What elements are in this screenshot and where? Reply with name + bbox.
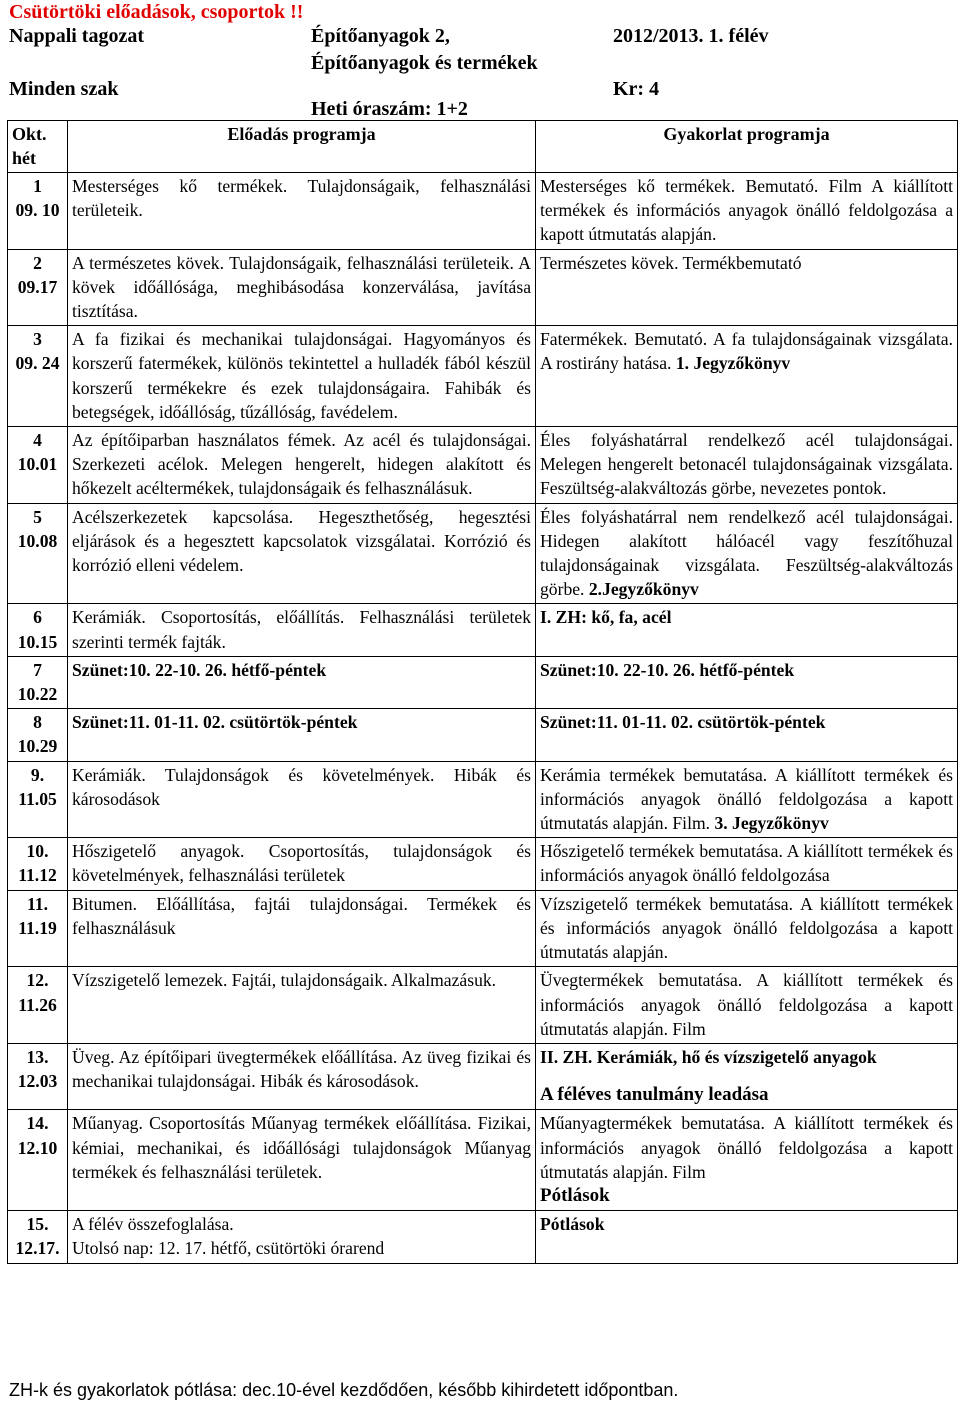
practice-bold-text: Szünet:11. 01-11. 02. csütörtök-péntek (540, 712, 826, 733)
week-number: 11. (26, 893, 49, 914)
credits: Kr: 4 (613, 78, 660, 100)
lecture-header: Előadás programja (68, 121, 536, 173)
practice-cell (536, 1043, 958, 1109)
table-row (8, 1211, 958, 1263)
table-row (8, 761, 958, 838)
lecture-text: A félév összefoglalása. (72, 1214, 234, 1235)
week-number: 14. (26, 1113, 49, 1134)
week-date: 10.08 (17, 530, 58, 551)
weekly-hours: Heti óraszám: 1+2 (311, 98, 468, 120)
week-date: 12.03 (17, 1071, 58, 1092)
week-date: 11.19 (18, 917, 57, 938)
table-row (8, 604, 958, 656)
table-row (8, 1043, 958, 1109)
lecture-text: Az építőiparban használatos fémek. Az acél és tulajdonságai. Szerkezeti acélok. Melegen hengerelt, hidegen alakított és hőkezelt acéltermékek, tulajdonságaik és felhasználásuk. (72, 430, 531, 499)
lecture-cell (68, 427, 536, 504)
lecture-text: Üveg. Az építőipari üvegtermékek előállítása. Az üveg fizikai és mechanikai tulajdonságai. Hibák és károsodások. (72, 1046, 531, 1092)
lecture-cell (68, 1110, 536, 1211)
week-date: 10.15 (17, 631, 58, 652)
practice-cell (536, 838, 958, 890)
practice-text: Éles folyáshatárral nem rendelkező acél tulajdonságai. Hidegen alakított hálóacél vagy feszítőhuzal tulajdonságainak vizsgálata. Feszültség-alakváltozás görbe. (540, 506, 953, 600)
week-number: 1 (33, 176, 42, 196)
week-cell (8, 1211, 68, 1263)
week-cell (8, 890, 68, 967)
week-date: 11.12 (18, 865, 57, 886)
semester: 2012/2013. 1. félév (613, 25, 769, 47)
lecture-extra-text: Utolsó nap: 12. 17. hétfő, csütörtöki órarend (72, 1238, 385, 1259)
table-row (8, 249, 958, 326)
practice-bold-text: II. ZH. Kerámiák, hő és vízszigetelő anyagok (540, 1046, 877, 1067)
week-cell (8, 604, 68, 656)
table-row (8, 838, 958, 890)
major: Minden szak (9, 78, 119, 100)
week-cell (8, 838, 68, 890)
lecture-cell (68, 173, 536, 250)
practice-bold-text: Szünet:10. 22-10. 26. hétfő-péntek (540, 659, 795, 680)
page-title: Csütörtöki előadások, csoportok !! (9, 1, 304, 23)
practice-cell (536, 427, 958, 504)
lecture-cell (68, 1043, 536, 1109)
practice-cell (536, 656, 958, 708)
table-row (8, 656, 958, 708)
study-mode: Nappali tagozat (9, 25, 144, 47)
week-date: 09.17 (17, 276, 58, 297)
week-date: 10.01 (17, 454, 58, 475)
week-number: 13. (26, 1046, 49, 1067)
week-number: 9. (30, 764, 45, 785)
table-row (8, 173, 958, 250)
week-cell (8, 656, 68, 708)
week-number: 10. (26, 841, 49, 862)
practice-text: Hőszigetelő termékek bemutatása. A kiállított termékek és információs anyagok önálló feldolgozása (540, 841, 953, 886)
week-cell (8, 709, 68, 761)
practice-cell (536, 326, 958, 427)
practice-bold-text: I. ZH: kő, fa, acél (540, 607, 672, 628)
week-date: 11.26 (18, 994, 57, 1015)
footer-note: ZH-k és gyakorlatok pótlása: dec.10-ével kezdődően, később kihirdetett időpontban. (9, 1380, 679, 1400)
practice-cell (536, 503, 958, 604)
practice-text: Üvegtermékek bemutatása. A kiállított termékek és információs anyagok önálló feldolgozása a kapott útmutatás alapján. Film (540, 970, 953, 1039)
practice-bold-text: 2.Jegyzőkönyv (588, 579, 699, 600)
week-number: 7 (33, 659, 42, 680)
table-header-row (8, 121, 958, 173)
lecture-bold-text: Szünet:11. 01-11. 02. csütörtök-péntek (72, 712, 358, 733)
practice-text: Természetes kövek. Termékbemutató (540, 252, 802, 273)
lecture-cell (68, 503, 536, 604)
table-row (8, 503, 958, 604)
week-date: 11.05 (18, 788, 57, 809)
practice-cell (536, 1110, 958, 1211)
practice-cell (536, 709, 958, 761)
table-row (8, 890, 958, 967)
week-cell (8, 326, 68, 427)
practice-text: Kerámia termékek bemutatása. A kiállított termékek és információs anyagok önálló feldolgozása a kapott útmutatás alapján. Film. (540, 764, 953, 834)
lecture-text: A természetes kövek. Tulajdonságaik, felhasználási területeik. A kövek időállósága, meghibásodása konzerválása, javítása tisztítása. (72, 252, 531, 322)
practice-bold-text: 1. Jegyzőkönyv (675, 353, 791, 374)
week-date: 10.29 (17, 736, 58, 757)
week-number: 8 (33, 712, 42, 733)
week-header: Okt. hét (8, 121, 68, 173)
week-date: 09. 10 (15, 200, 60, 221)
practice-bold-text: 3. Jegyzőkönyv (714, 813, 829, 834)
lecture-cell (68, 967, 536, 1044)
practice-cell (536, 604, 958, 656)
lecture-text: Kerámiák. Tulajdonságok és követelmények. Hibák és károsodások (72, 764, 531, 809)
table-row (8, 326, 958, 427)
practice-header: Gyakorlat programja (536, 121, 958, 173)
practice-cell (536, 249, 958, 326)
lecture-cell (68, 249, 536, 326)
lecture-text: Műanyag. Csoportosítás Műanyag termékek előállítása. Fizikai, kémiai, mechanikai, és időállósági tulajdonságok Műanyag termékek és felhasználási területek. (72, 1113, 531, 1182)
lecture-text: A fa fizikai és mechanikai tulajdonságai. Hagyományos és korszerű fatermékek, különös tekintettel a hulladék fából készül korszerű termékekre és ezek tulajdonságaira. Fahibák és betegségek, időállóság, tűzállóság, favédelem. (72, 329, 531, 422)
lecture-text: Kerámiák. Csoportosítás, előállítás. Felhasználási területek szerinti termék fajták. (72, 607, 531, 652)
week-date: 12.10 (17, 1137, 58, 1158)
table-row (8, 709, 958, 761)
lecture-cell (68, 656, 536, 708)
practice-text: Fatermékek. Bemutató. A fa tulajdonságainak vizsgálata. A rostirány hatása. (540, 329, 953, 374)
week-cell (8, 1043, 68, 1109)
lecture-text: Mesterséges kő termékek. Tulajdonságaik, felhasználási területeik. (72, 176, 531, 221)
week-number: 5 (33, 506, 42, 527)
week-cell (8, 967, 68, 1044)
week-date: 09. 24 (15, 353, 60, 374)
lecture-cell (68, 890, 536, 967)
practice-cell (536, 967, 958, 1044)
table-row (8, 967, 958, 1044)
practice-text: Műanyagtermékek bemutatása. A kiállított termékek és információs anyagok önálló feldolgozása a kapott útmutatás alapján. Film (540, 1113, 953, 1182)
lecture-cell (68, 1211, 536, 1263)
week-cell (8, 503, 68, 604)
table-row (8, 427, 958, 504)
week-cell (8, 1110, 68, 1211)
practice-text: Mesterséges kő termékek. Bemutató. Film A kiállított termékek és információs anyagok önálló feldolgozása a kapott útmutatás alapján. (540, 176, 953, 245)
week-number: 6 (33, 607, 42, 628)
practice-text: Vízszigetelő termékek bemutatása. A kiállított termékek és információs anyagok önálló feldolgozása a kapott útmutatás alapján. (540, 893, 953, 963)
week-date: 12.17. (15, 1238, 60, 1259)
practice-cell (536, 1211, 958, 1263)
lecture-cell (68, 761, 536, 838)
lecture-text: Acélszerkezetek kapcsolása. Hegeszthetőség, hegesztési eljárások és a hegesztett kapcsolatok vizsgálatai. Korrózió és korrózió elleni védelem. (72, 506, 531, 576)
lecture-text: Vízszigetelő lemezek. Fajtái, tulajdonságaik. Alkalmazásuk. (72, 970, 497, 991)
lecture-text: Bitumen. Előállítása, fajtái tulajdonságai. Termékek és felhasználásuk (72, 893, 531, 938)
course-name-2: Építőanyagok és termékek (311, 52, 538, 74)
practice-bold-text: Pótlások (540, 1214, 605, 1235)
week-number: 12. (26, 970, 49, 991)
lecture-cell (68, 709, 536, 761)
course-name-1: Építőanyagok 2, (311, 25, 450, 47)
practice-cell (536, 173, 958, 250)
practice-cell (536, 890, 958, 967)
week-number: 3 (33, 329, 42, 350)
practice-emphasis-text: A féléves tanulmány leadása (540, 1084, 769, 1106)
practice-emphasis-text: Pótlások (540, 1184, 610, 1206)
lecture-cell (68, 604, 536, 656)
lecture-bold-text: Szünet:10. 22-10. 26. hétfő-péntek (72, 659, 327, 680)
week-number: 4 (33, 430, 42, 451)
week-date: 10.22 (17, 684, 58, 705)
week-cell (8, 249, 68, 326)
table-row (8, 1110, 958, 1211)
lecture-cell (68, 326, 536, 427)
schedule-table (7, 120, 958, 1264)
week-number: 2 (33, 252, 42, 273)
week-cell (8, 427, 68, 504)
week-number: 15. (26, 1214, 49, 1235)
lecture-text: Hőszigetelő anyagok. Csoportosítás, tulajdonságok és követelmények, felhasználási területek (72, 841, 531, 886)
lecture-cell (68, 838, 536, 890)
practice-cell (536, 761, 958, 838)
week-cell (8, 761, 68, 838)
week-cell (8, 173, 68, 250)
practice-text: Éles folyáshatárral rendelkező acél tulajdonságai. Melegen hengerelt betonacél tulajdonságainak vizsgálata. Feszültség-alakváltozás görbe, nevezetes pontok. (540, 430, 953, 499)
